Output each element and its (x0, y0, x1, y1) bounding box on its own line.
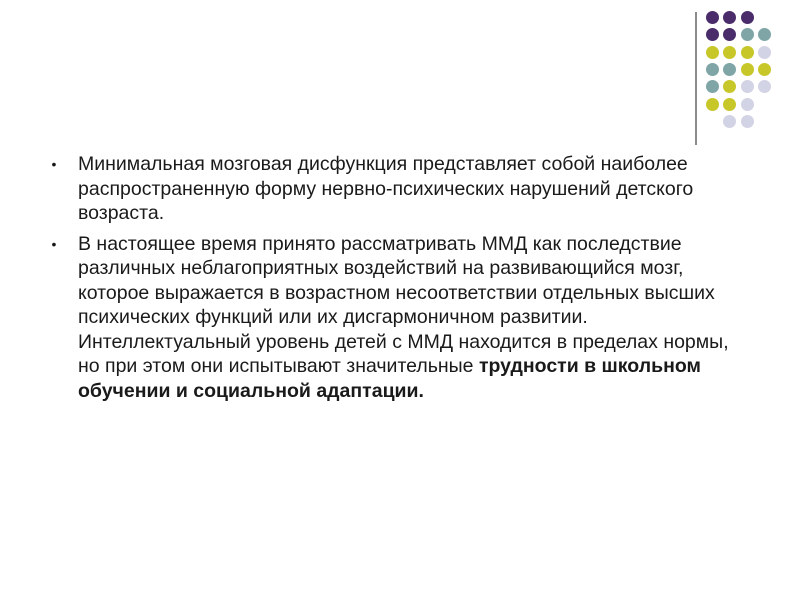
decorative-dot (741, 46, 754, 59)
decorative-dot (706, 28, 719, 41)
decorative-dot-grid (706, 11, 776, 131)
decorative-dot (758, 28, 771, 41)
bullet-list (48, 152, 748, 409)
decorative-dot (706, 63, 719, 76)
decorative-dot (723, 98, 736, 111)
bullet-text: В настоящее время принято рассматривать ММД как последствие различных неблагоприятных воздействий на развивающийся мозг, которое выражается в возрастном несоответствии отдельных высших психических функций или их дисгармоничном развитии. Интеллектуальный уровень детей с ММД находится в пределах нормы, но при этом они испытывают значительные (78, 232, 729, 377)
decorative-dot (741, 63, 754, 76)
decorative-dot (758, 80, 771, 93)
decorative-dot (723, 80, 736, 93)
decorative-dot (741, 115, 754, 128)
bullet-bold-text: трудности в школьном обучении и социальной адаптации. (78, 355, 701, 402)
decorative-dot (723, 115, 736, 128)
bullet-item (48, 232, 748, 404)
decorative-dot (741, 98, 754, 111)
decorative-dot (706, 11, 719, 24)
bullet-dot-icon: • (51, 156, 57, 172)
decorative-dot (723, 46, 736, 59)
decorative-dot (741, 80, 754, 93)
decorative-dot (723, 11, 736, 24)
bullet-item (48, 152, 748, 226)
decorative-dot (723, 63, 736, 76)
decorative-dot (706, 46, 719, 59)
decorative-dot (723, 28, 736, 41)
decorative-dot (706, 98, 719, 111)
decorative-divider-line (695, 12, 697, 145)
decorative-dot (741, 11, 754, 24)
decorative-dot (758, 63, 771, 76)
decorative-dot (706, 80, 719, 93)
decorative-dot (741, 28, 754, 41)
decorative-dot (758, 46, 771, 59)
bullet-dot-icon: • (51, 235, 57, 252)
bullet-text: Минимальная мозговая дисфункция представляет собой наиболее распространенную форму нервно-психических нарушений детского возраста. (78, 153, 694, 224)
